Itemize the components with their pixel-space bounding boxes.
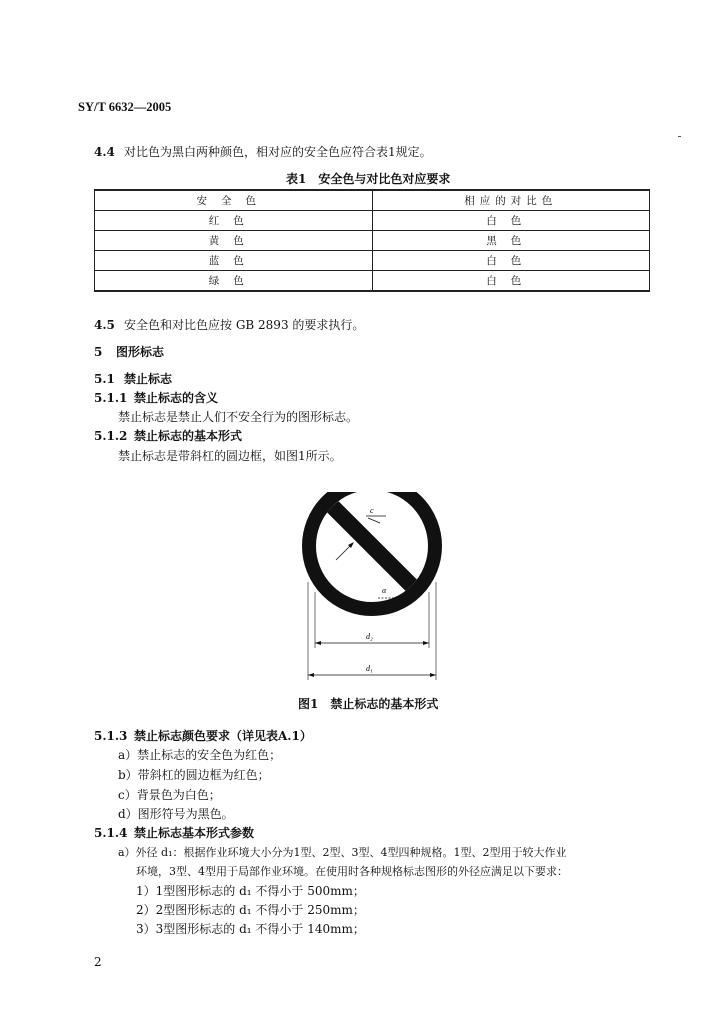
figure-caption: 图1 禁止标志的基本形式 <box>298 697 439 711</box>
label-alpha: α <box>382 586 387 595</box>
table-header-cell: 安全色 <box>95 190 373 211</box>
clause-text: 安全色和对比色应按 GB 2893 的要求执行。 <box>124 318 365 332</box>
clause-5-1-1-body: 禁止标志是禁止人们不安全行为的图形标志。 <box>118 410 359 424</box>
clause-number: 4.4 <box>94 145 115 159</box>
table-row <box>95 231 650 251</box>
table-row <box>95 211 650 231</box>
list-item: c）背景色为白色； <box>118 788 221 802</box>
list-item: a）禁止标志的安全色为红色； <box>118 748 282 762</box>
clause-5-1-3-heading <box>94 727 312 744</box>
clause-title: 禁止标志的含义 <box>134 391 219 405</box>
document-code: SY/T 6632—2005 <box>78 100 172 114</box>
clause-5-1-2-heading <box>94 427 242 444</box>
sub-list-item: 2）2型图形标志的 d₁ 不得小于 250mm； <box>136 903 365 917</box>
table-cell: 红色 <box>95 211 373 231</box>
table-cell: 绿色 <box>95 271 373 292</box>
table-cell: 黑色 <box>372 231 650 251</box>
clause-4-5 <box>94 316 364 333</box>
section-title: 图形标志 <box>116 345 165 359</box>
table-row <box>95 271 650 292</box>
clause-5-1-1-heading <box>94 389 218 406</box>
table-header-row <box>95 190 650 211</box>
clause-number: 5.1.3 <box>94 729 128 743</box>
clause-5-1-2-body: 禁止标志是带斜杠的圆边框，如图1所示。 <box>118 449 342 463</box>
clause-text: 对比色为黑白两种颜色，相对应的安全色应符合表1规定。 <box>124 145 432 159</box>
figure-prohibition-sign <box>290 492 460 692</box>
clause-5-1-heading <box>94 370 172 387</box>
table-cell: 黄色 <box>95 231 373 251</box>
clause-4-4 <box>94 143 432 160</box>
margin-mark <box>678 136 681 137</box>
table-cell: 白色 <box>372 251 650 271</box>
table-header-cell: 相应的对比色 <box>372 190 650 211</box>
table-row <box>95 251 650 271</box>
list-item-a-line2: 环境，3型、4型用于局部作业环境。在使用时各种规格标志图形的外径应满足以下要求： <box>136 865 568 878</box>
table-caption: 表1 安全色与对比色对应要求 <box>286 172 451 186</box>
dimension-line <box>368 518 380 523</box>
section-number: 5 <box>94 345 103 359</box>
clause-number: 5.1.2 <box>94 429 128 443</box>
clause-title: 禁止标志 <box>124 372 173 386</box>
clause-number: 5.1.4 <box>94 826 128 840</box>
sub-list-item: 1）1型图形标志的 d₁ 不得小于 500mm； <box>136 884 365 898</box>
clause-title: 禁止标志的基本形式 <box>134 429 243 443</box>
table-cell: 白色 <box>372 211 650 231</box>
table-cell: 蓝色 <box>95 251 373 271</box>
table-cell: 白色 <box>372 271 650 292</box>
list-item-a-line1: a）外径 d₁：根据作业环境大小分为1型、2型、3型、4型四种规格。1型、2型用于较大作业 <box>118 846 567 859</box>
sub-list-item: 3）3型图形标志的 d₁ 不得小于 140mm； <box>136 922 365 936</box>
safety-contrast-color-table <box>94 189 650 292</box>
list-item: b）带斜杠的圆边框为红色； <box>118 768 270 782</box>
section-5-heading <box>94 343 164 360</box>
clause-number: 5.1 <box>94 372 115 386</box>
list-item: d）图形符号为黑色。 <box>118 807 234 821</box>
clause-number: 4.5 <box>94 318 115 332</box>
clause-title: 禁止标志基本形式参数 <box>134 826 255 840</box>
clause-5-1-4-heading <box>94 824 254 841</box>
clause-title: 禁止标志颜色要求（详见表A.1） <box>134 729 312 743</box>
label-d2: d₂ <box>366 632 373 641</box>
page-number: 2 <box>94 955 102 969</box>
label-c: c <box>370 506 374 515</box>
clause-number: 5.1.1 <box>94 391 128 405</box>
prohibition-sign-diagram <box>290 492 460 692</box>
label-d1: d₁ <box>366 664 373 673</box>
